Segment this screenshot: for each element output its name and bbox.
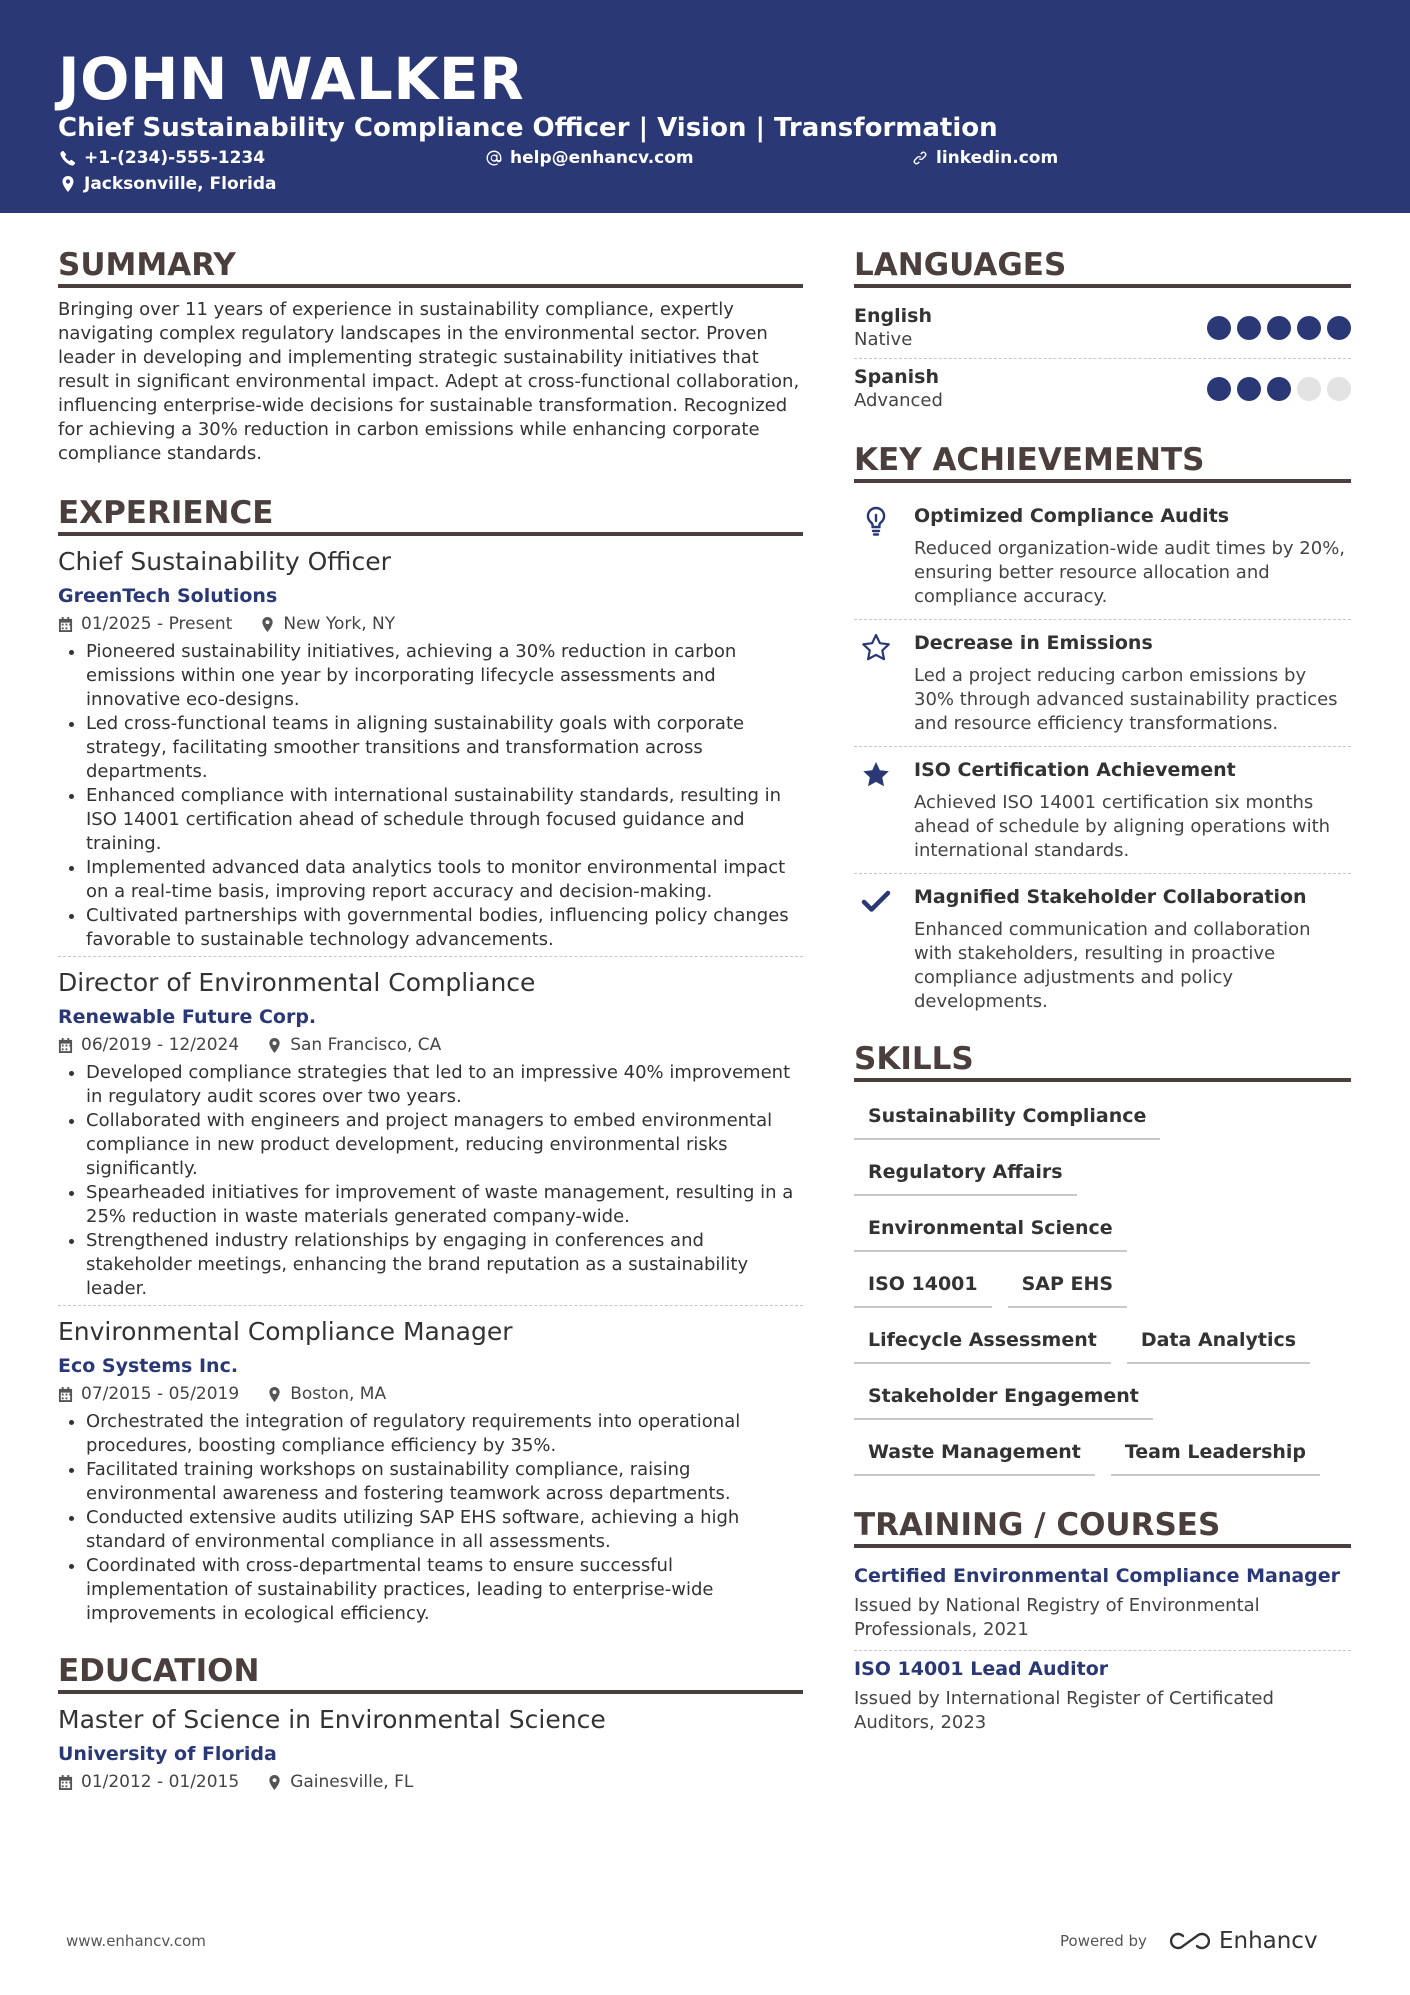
candidate-title: Chief Sustainability Compliance Officer | Vision | Transformation bbox=[58, 113, 998, 143]
course-item bbox=[854, 1651, 1351, 1743]
right-column bbox=[854, 246, 1351, 1743]
job-role: Chief Sustainability Officer bbox=[58, 547, 391, 576]
location-pin-icon bbox=[267, 1775, 282, 1790]
education-location-wrap bbox=[267, 1770, 413, 1794]
summary-section bbox=[58, 246, 803, 466]
job-location-wrap bbox=[267, 1033, 441, 1057]
achievement-title: Decrease in Emissions bbox=[914, 632, 1153, 654]
job-bullet: • Strengthened industry relationships by engaging in conferences and stakeholder meetings, enhancing the brand reputation as a sustainability leader. bbox=[86, 1229, 803, 1301]
enhancv-logo-icon bbox=[1167, 1929, 1213, 1953]
enhancv-logo[interactable] bbox=[1167, 1928, 1318, 1954]
language-rating bbox=[1207, 316, 1351, 340]
job-company: GreenTech Solutions bbox=[58, 585, 278, 607]
achievement-desc: Led a project reducing carbon emissions by 30% through advanced sustainability practices and resource efficiency transformations. bbox=[914, 665, 1338, 734]
calendar-icon bbox=[58, 1038, 73, 1053]
job-bullet: • Spearheaded initiatives for improvement of waste management, resulting in a 25% reduction in waste materials generated company-wide. bbox=[86, 1181, 803, 1229]
rating-dot-filled bbox=[1297, 316, 1321, 340]
job-location-wrap bbox=[260, 612, 395, 636]
job-dates: 06/2019 - 12/2024 bbox=[81, 1035, 240, 1055]
education-meta bbox=[58, 1770, 803, 1794]
language-rating bbox=[1207, 377, 1351, 401]
job-bullet: • Collaborated with engineers and project managers to embed environmental compliance in new product development, reducing environmental risks significantly. bbox=[86, 1109, 803, 1181]
education-section bbox=[58, 1652, 803, 1794]
experience-heading: EXPERIENCE bbox=[58, 494, 803, 536]
skill-tag: Sustainability Compliance bbox=[854, 1092, 1160, 1140]
skill-tag: Environmental Science bbox=[854, 1204, 1127, 1252]
course-desc: Issued by International Register of Certificated Auditors, 2023 bbox=[854, 1688, 1274, 1733]
calendar-icon bbox=[58, 1387, 73, 1402]
language-row bbox=[854, 359, 1351, 419]
job-company: Eco Systems Inc. bbox=[58, 1355, 239, 1377]
training-section bbox=[854, 1506, 1351, 1743]
job-location: Boston, MA bbox=[290, 1384, 387, 1404]
experience-section bbox=[58, 494, 803, 1630]
location-pin-icon bbox=[267, 1038, 282, 1053]
education-heading: EDUCATION bbox=[58, 1652, 803, 1694]
rating-dot-filled bbox=[1327, 316, 1351, 340]
achievement-item bbox=[854, 493, 1351, 620]
languages-section bbox=[854, 246, 1351, 419]
job-bullets bbox=[58, 1410, 803, 1626]
location-pin-icon bbox=[267, 1387, 282, 1402]
job-bullet: • Enhanced compliance with international sustainability standards, resulting in ISO 14001 certification ahead of schedule through focused guidance and training. bbox=[86, 784, 803, 856]
phone-text: +1-(234)-555-1234 bbox=[84, 148, 266, 168]
contact-location bbox=[60, 173, 277, 195]
language-level: Native bbox=[854, 329, 913, 350]
achievement-desc: Reduced organization-wide audit times by 20%, ensuring better resource allocation and compliance accuracy. bbox=[914, 538, 1346, 607]
job-bullet: • Coordinated with cross-departmental teams to ensure successful implementation of sustainability practices, leading to enterprise-wide improvements in ecological efficiency. bbox=[86, 1554, 803, 1626]
achievement-desc: Enhanced communication and collaboration with stakeholders, resulting in proactive compliance adjustments and policy developments. bbox=[914, 919, 1311, 1012]
footer-branding bbox=[1060, 1928, 1318, 1954]
email-text: help@enhancv.com bbox=[510, 148, 694, 168]
education-degree: Master of Science in Environmental Science bbox=[58, 1705, 606, 1734]
course-item bbox=[854, 1558, 1351, 1651]
rating-dot-empty bbox=[1297, 377, 1321, 401]
job-location: New York, NY bbox=[283, 614, 396, 634]
lightbulb-icon bbox=[854, 503, 898, 609]
location-text: Jacksonville, Florida bbox=[84, 174, 277, 194]
checkmark-icon bbox=[854, 884, 898, 1014]
header bbox=[0, 0, 1410, 213]
job-bullets bbox=[58, 640, 803, 952]
skill-tag: Stakeholder Engagement bbox=[854, 1372, 1153, 1420]
rating-dot-filled bbox=[1267, 316, 1291, 340]
skill-tag: Lifecycle Assessment bbox=[854, 1316, 1111, 1364]
job-entry bbox=[58, 546, 803, 957]
summary-text: Bringing over 11 years of experience in sustainability compliance, expertly navigating complex regulatory landscapes in the environmental sector. Proven leader in developing and implementing strategic sustainability initiatives that result in significant environmental impact. Adept at cross-functional collaboration, influencing enterprise-wide decisions for sustainable transformation. Recognized for achieving a 30% reduction in carbon emissions while enhancing corporate compliance standards. bbox=[58, 299, 800, 464]
job-role: Director of Environmental Compliance bbox=[58, 968, 536, 997]
achievement-item bbox=[854, 620, 1351, 747]
education-dates: 01/2012 - 01/2015 bbox=[81, 1772, 240, 1792]
job-bullets bbox=[58, 1061, 803, 1301]
achievement-item bbox=[854, 747, 1351, 874]
language-level: Advanced bbox=[854, 390, 943, 411]
language-name: Spanish bbox=[854, 366, 939, 388]
job-bullet: • Facilitated training workshops on sustainability compliance, raising environmental awareness and fostering teamwork across departments. bbox=[86, 1458, 803, 1506]
skills-section bbox=[854, 1040, 1351, 1484]
achievement-item bbox=[854, 874, 1351, 1024]
job-bullet: • Orchestrated the integration of regulatory requirements into operational procedures, boosting compliance efficiency by 35%. bbox=[86, 1410, 803, 1458]
candidate-name: JOHN WALKER bbox=[58, 45, 525, 113]
linkedin-text: linkedin.com bbox=[936, 148, 1059, 168]
job-location-wrap bbox=[267, 1382, 386, 1406]
rating-dot-empty bbox=[1327, 377, 1351, 401]
education-school: University of Florida bbox=[58, 1743, 277, 1765]
job-company: Renewable Future Corp. bbox=[58, 1006, 317, 1028]
rating-dot-filled bbox=[1207, 316, 1231, 340]
star-filled-icon bbox=[854, 757, 898, 863]
skill-tag: Regulatory Affairs bbox=[854, 1148, 1077, 1196]
job-location: San Francisco, CA bbox=[290, 1035, 442, 1055]
location-pin-icon bbox=[260, 617, 275, 632]
calendar-icon bbox=[58, 617, 73, 632]
job-meta bbox=[58, 612, 803, 636]
languages-heading: LANGUAGES bbox=[854, 246, 1351, 288]
job-meta bbox=[58, 1382, 803, 1406]
job-dates: 01/2025 - Present bbox=[81, 614, 233, 634]
star-outline-icon bbox=[854, 630, 898, 736]
job-bullet: • Implemented advanced data analytics tools to monitor environmental impact on a real-time basis, improving report accuracy and decision-making. bbox=[86, 856, 803, 904]
skill-tag: SAP EHS bbox=[1008, 1260, 1128, 1308]
course-title: Certified Environmental Compliance Manager bbox=[854, 1565, 1341, 1587]
job-entry bbox=[58, 967, 803, 1306]
contact-email[interactable] bbox=[486, 147, 694, 169]
job-bullet: • Cultivated partnerships with governmental bodies, influencing policy changes favorable to sustainable technology advancements. bbox=[86, 904, 803, 952]
summary-heading: SUMMARY bbox=[58, 246, 803, 288]
language-name: English bbox=[854, 305, 932, 327]
contact-phone[interactable] bbox=[60, 147, 265, 169]
link-icon bbox=[912, 150, 928, 166]
job-dates: 07/2015 - 05/2019 bbox=[81, 1384, 240, 1404]
footer-website[interactable]: www.enhancv.com bbox=[66, 1932, 206, 1950]
rating-dot-filled bbox=[1237, 377, 1261, 401]
job-role: Environmental Compliance Manager bbox=[58, 1317, 513, 1346]
skill-tag: Team Leadership bbox=[1111, 1428, 1320, 1476]
achievement-title: Magnified Stakeholder Collaboration bbox=[914, 886, 1307, 908]
training-heading: TRAINING / COURSES bbox=[854, 1506, 1351, 1548]
job-bullet: • Pioneered sustainability initiatives, achieving a 30% reduction in carbon emissions within one year by incorporating lifecycle assessments and innovative eco-designs. bbox=[86, 640, 803, 712]
job-bullet: • Conducted extensive audits utilizing SAP EHS software, achieving a high standard of environmental compliance in all assessments. bbox=[86, 1506, 803, 1554]
skill-tag: Waste Management bbox=[854, 1428, 1095, 1476]
at-icon bbox=[486, 150, 502, 166]
achievement-desc: Achieved ISO 14001 certification six months ahead of schedule by aligning operations with international standards. bbox=[914, 792, 1331, 861]
rating-dot-filled bbox=[1207, 377, 1231, 401]
skill-tag: ISO 14001 bbox=[854, 1260, 992, 1308]
calendar-icon bbox=[58, 1775, 73, 1790]
education-location: Gainesville, FL bbox=[290, 1772, 414, 1792]
powered-by-label: Powered by bbox=[1060, 1932, 1147, 1950]
job-meta bbox=[58, 1033, 803, 1057]
contact-linkedin[interactable] bbox=[912, 147, 1058, 169]
achievement-title: Optimized Compliance Audits bbox=[914, 505, 1230, 527]
language-row bbox=[854, 298, 1351, 359]
achievements-heading: KEY ACHIEVEMENTS bbox=[854, 441, 1351, 483]
rating-dot-filled bbox=[1237, 316, 1261, 340]
location-pin-icon bbox=[60, 176, 76, 192]
course-desc: Issued by National Registry of Environmental Professionals, 2021 bbox=[854, 1595, 1260, 1640]
job-entry bbox=[58, 1316, 803, 1630]
course-title: ISO 14001 Lead Auditor bbox=[854, 1658, 1109, 1680]
job-bullet: • Led cross-functional teams in aligning sustainability goals with corporate strategy, facilitating smoother transitions and transformation across departments. bbox=[86, 712, 803, 784]
achievements-section bbox=[854, 441, 1351, 1024]
achievement-title: ISO Certification Achievement bbox=[914, 759, 1236, 781]
skills-list bbox=[854, 1092, 1351, 1484]
skill-tag: Data Analytics bbox=[1127, 1316, 1310, 1364]
job-bullet: • Developed compliance strategies that led to an impressive 40% improvement in regulatory audit scores over two years. bbox=[86, 1061, 803, 1109]
left-column bbox=[58, 246, 803, 1798]
brand-name: Enhancv bbox=[1218, 1928, 1318, 1954]
rating-dot-filled bbox=[1267, 377, 1291, 401]
skills-heading: SKILLS bbox=[854, 1040, 1351, 1082]
phone-icon bbox=[60, 150, 76, 166]
